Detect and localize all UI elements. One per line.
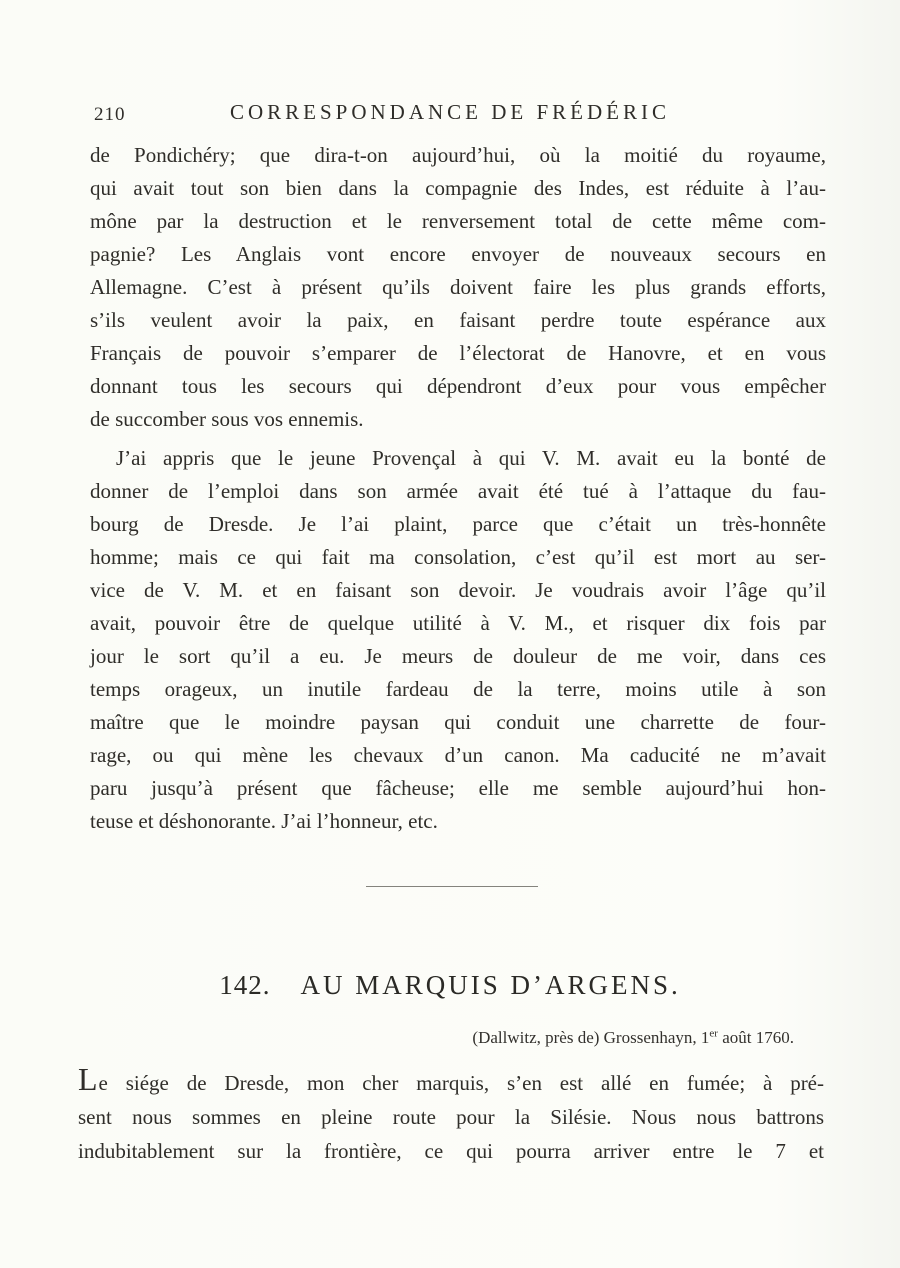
text-line: maître que le moindre paysan qui conduit une charrette de four- bbox=[90, 710, 826, 734]
text-line: vice de V. M. et en faisant son devoir. Je voudrais avoir l’âge qu’il bbox=[90, 578, 826, 602]
text-line: pagnie? Les Anglais vont encore envoyer de nouveaux secours en bbox=[90, 242, 826, 266]
letter-heading-number: 142. bbox=[219, 970, 271, 1000]
letter-paragraph bbox=[90, 139, 826, 436]
text-line: temps orageux, un inutile fardeau de la terre, moins utile à son bbox=[90, 677, 826, 701]
text-line: bourg de Dresde. Je l’ai plaint, parce que c’était un très-honnête bbox=[90, 512, 826, 536]
text-line: qui avait tout son bien dans la compagnie des Indes, est réduite à l’au- bbox=[90, 176, 826, 200]
dateline-date: août 1760. bbox=[717, 1028, 794, 1047]
dateline bbox=[0, 1028, 900, 1048]
section-divider bbox=[366, 886, 538, 887]
text-line: avait, pouvoir être de quelque utilité à V. M., et risquer dix fois par bbox=[90, 611, 826, 635]
letter-paragraph bbox=[90, 442, 826, 838]
text-line: indubitablement sur la frontière, ce qui pourra arriver entre le 7 et bbox=[78, 1139, 824, 1163]
text-line: teuse et déshonorante. J’ai l’honneur, etc. bbox=[90, 809, 438, 833]
text-line: de Pondichéry; que dira-t-on aujourd’hui, où la moitié du royaume, bbox=[90, 143, 826, 167]
text-line: donnant tous les secours qui dépendront d’eux pour vous empêcher bbox=[90, 374, 826, 398]
letter-paragraph-continuation bbox=[78, 1100, 824, 1168]
first-line-text: e siége de Dresde, mon cher marquis, s’en est allé en fumée; à pré- bbox=[98, 1071, 824, 1095]
text-line: donner de l’emploi dans son armée avait été tué à l’attaque du fau- bbox=[90, 479, 826, 503]
letter-opening-paragraph bbox=[78, 1061, 824, 1168]
letter-heading-title: AU MARQUIS D’ARGENS. bbox=[300, 970, 681, 1000]
text-line: J’ai appris que le jeune Provençal à qui V. M. avait eu la bonté de bbox=[116, 446, 826, 470]
text-line: jour le sort qu’il a eu. Je meurs de douleur de me voir, dans ces bbox=[90, 644, 826, 668]
text-line: homme; mais ce qui fait ma consolation, c’est qu’il est mort au ser- bbox=[90, 545, 826, 569]
dateline-ordinal-superscript: er bbox=[709, 1027, 718, 1040]
text-line: Français de pouvoir s’emparer de l’électorat de Hanovre, et en vous bbox=[90, 341, 826, 365]
text-line: s’ils veulent avoir la paix, en faisant perdre toute espérance aux bbox=[90, 308, 826, 332]
text-line: de succomber sous vos ennemis. bbox=[90, 407, 364, 431]
dateline-text: (Dallwitz, près de) Grossenhayn, 1 bbox=[472, 1028, 710, 1047]
letter-heading bbox=[0, 970, 900, 1001]
page-number: 210 bbox=[94, 104, 126, 125]
text-line: paru jusqu’à présent que fâcheuse; elle me semble aujourd’hui hon- bbox=[90, 776, 826, 800]
text-line: rage, ou qui mène les chevaux d’un canon. Ma caducité ne m’avait bbox=[90, 743, 826, 767]
text-line: mône par la destruction et le renversement total de cette même com- bbox=[90, 209, 826, 233]
text-line bbox=[78, 1061, 824, 1100]
text-line: Allemagne. C’est à présent qu’ils doivent faire les plus grands efforts, bbox=[90, 275, 826, 299]
text-line: sent nous sommes en pleine route pour la Silésie. Nous nous battrons bbox=[78, 1105, 824, 1129]
drop-cap-initial: L bbox=[78, 1061, 99, 1097]
running-title: CORRESPONDANCE DE FRÉDÉRIC bbox=[229, 100, 671, 124]
